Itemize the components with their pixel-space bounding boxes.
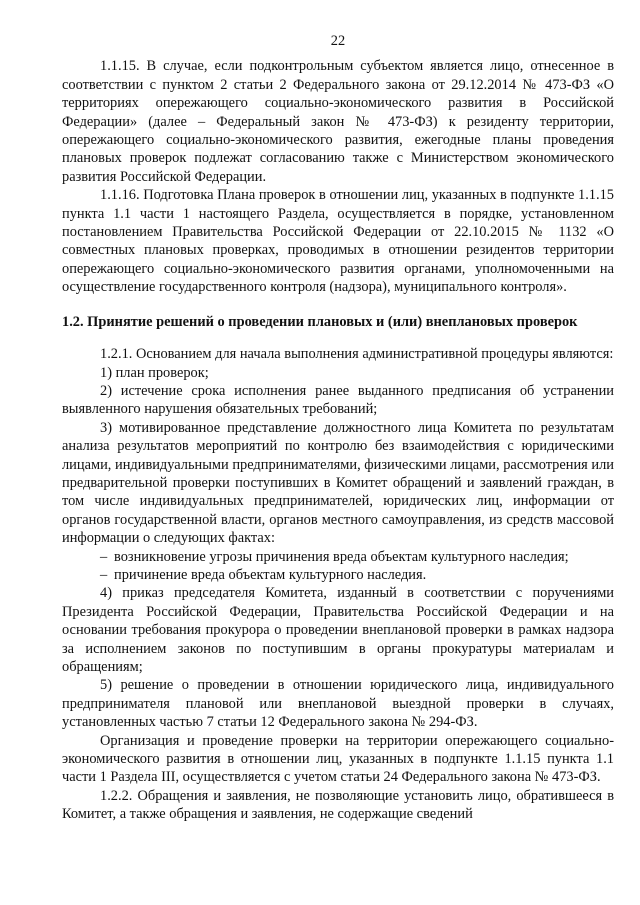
paragraph-1-2-2: 1.2.2. Обращения и заявления, не позволяющие установить лицо, обратившееся в Комитет, а также обращения и заявления, не содержащие сведений xyxy=(62,787,614,823)
dash-bullet: – xyxy=(100,566,108,583)
list-item-2: 2) истечение срока исполнения ранее выданного предписания об устранении выявленного нарушения обязательных требований; xyxy=(62,382,614,418)
paragraph-1-1-16: 1.1.16. Подготовка Плана проверок в отношении лиц, указанных в подпункте 1.1.15 пункта 1.1 части 1 настоящего Раздела, осуществляется в порядке, установленном постановлением Правительства Российской Федерации от 22.10.2015 № 1132 «О совместных плановых проверках, проводимых в отношении резидентов территории опережающего социально-экономического развития органами, уполномоченными на осуществление государственного контроля (надзора), муниципального контроля». xyxy=(62,187,614,296)
list-item-3: 3) мотивированное представление должностного лица Комитета по результатам анализа результатов мероприятий по контролю без взаимодействия с юридическими лицами, индивидуальными предпринимателями, физическими лицами, рассмотрения или предварительной проверки поступивших в Комитет обращений и заявлений граждан, в том числе индивидуальных предпринимателей, юридических лиц, информации от органов государственной власти, органов местного самоуправления, из средств массовой информации о следующих фактах: xyxy=(62,419,614,547)
paragraph-1-1-15: 1.1.15. В случае, если подконтрольным субъектом является лицо, отнесенное в соответствии с пунктом 2 статьи 2 Федерального закона от 29.12.2014 № 473-ФЗ «О территориях опережающего социально-экономического развития в Российской Федерации» (далее – Федеральный закон № 473-ФЗ) к резиденту территории, опережающего социально-экономического развития, ежегодные планы проведения плановых проверок подлежат согласованию также с Министерством экономического развития Российской Федерации. xyxy=(62,58,614,185)
document-page xyxy=(62,32,614,824)
dash-item-threat xyxy=(62,548,614,566)
paragraph-1-2-1: 1.2.1. Основанием для начала выполнения административной процедуры являются: xyxy=(100,346,614,363)
dash-item-harm xyxy=(62,566,614,584)
list-item-1: 1) план проверок; xyxy=(100,364,209,381)
dash-bullet: – xyxy=(100,548,108,565)
dash-item-text: причинение вреда объектам культурного наследия. xyxy=(114,566,427,583)
list-item-4: 4) приказ председателя Комитета, изданный в соответствии с поручениями Президента Российской Федерации, Правительства Российской Федерации и на основании требования прокурора о проведении внеплановой проверки в рамках надзора за исполнением законов по поступившим в органы прокуратуры материалам и обращениям; xyxy=(62,585,614,675)
paragraph-organization: Организация и проведение проверки на территории опережающего социально-экономического развития в отношении лиц, указанных в подпункте 1.1.15 пункта 1.1 части 1 Раздела III, осуществляется с учетом статьи 24 Федерального закона № 473-ФЗ. xyxy=(62,732,614,786)
list-item-5: 5) решение о проведении в отношении юридического лица, индивидуального предпринимателя плановой или внеплановой выездной проверки в случаях, установленных частью 7 статьи 12 Федерального закона № 294-ФЗ. xyxy=(62,677,614,731)
dash-item-text: возникновение угрозы причинения вреда объектам культурного наследия; xyxy=(114,548,569,565)
section-heading: 1.2. Принятие решений о проведении плановых и (или) внеплановых проверок xyxy=(62,313,578,330)
page-number: 22 xyxy=(330,33,346,49)
